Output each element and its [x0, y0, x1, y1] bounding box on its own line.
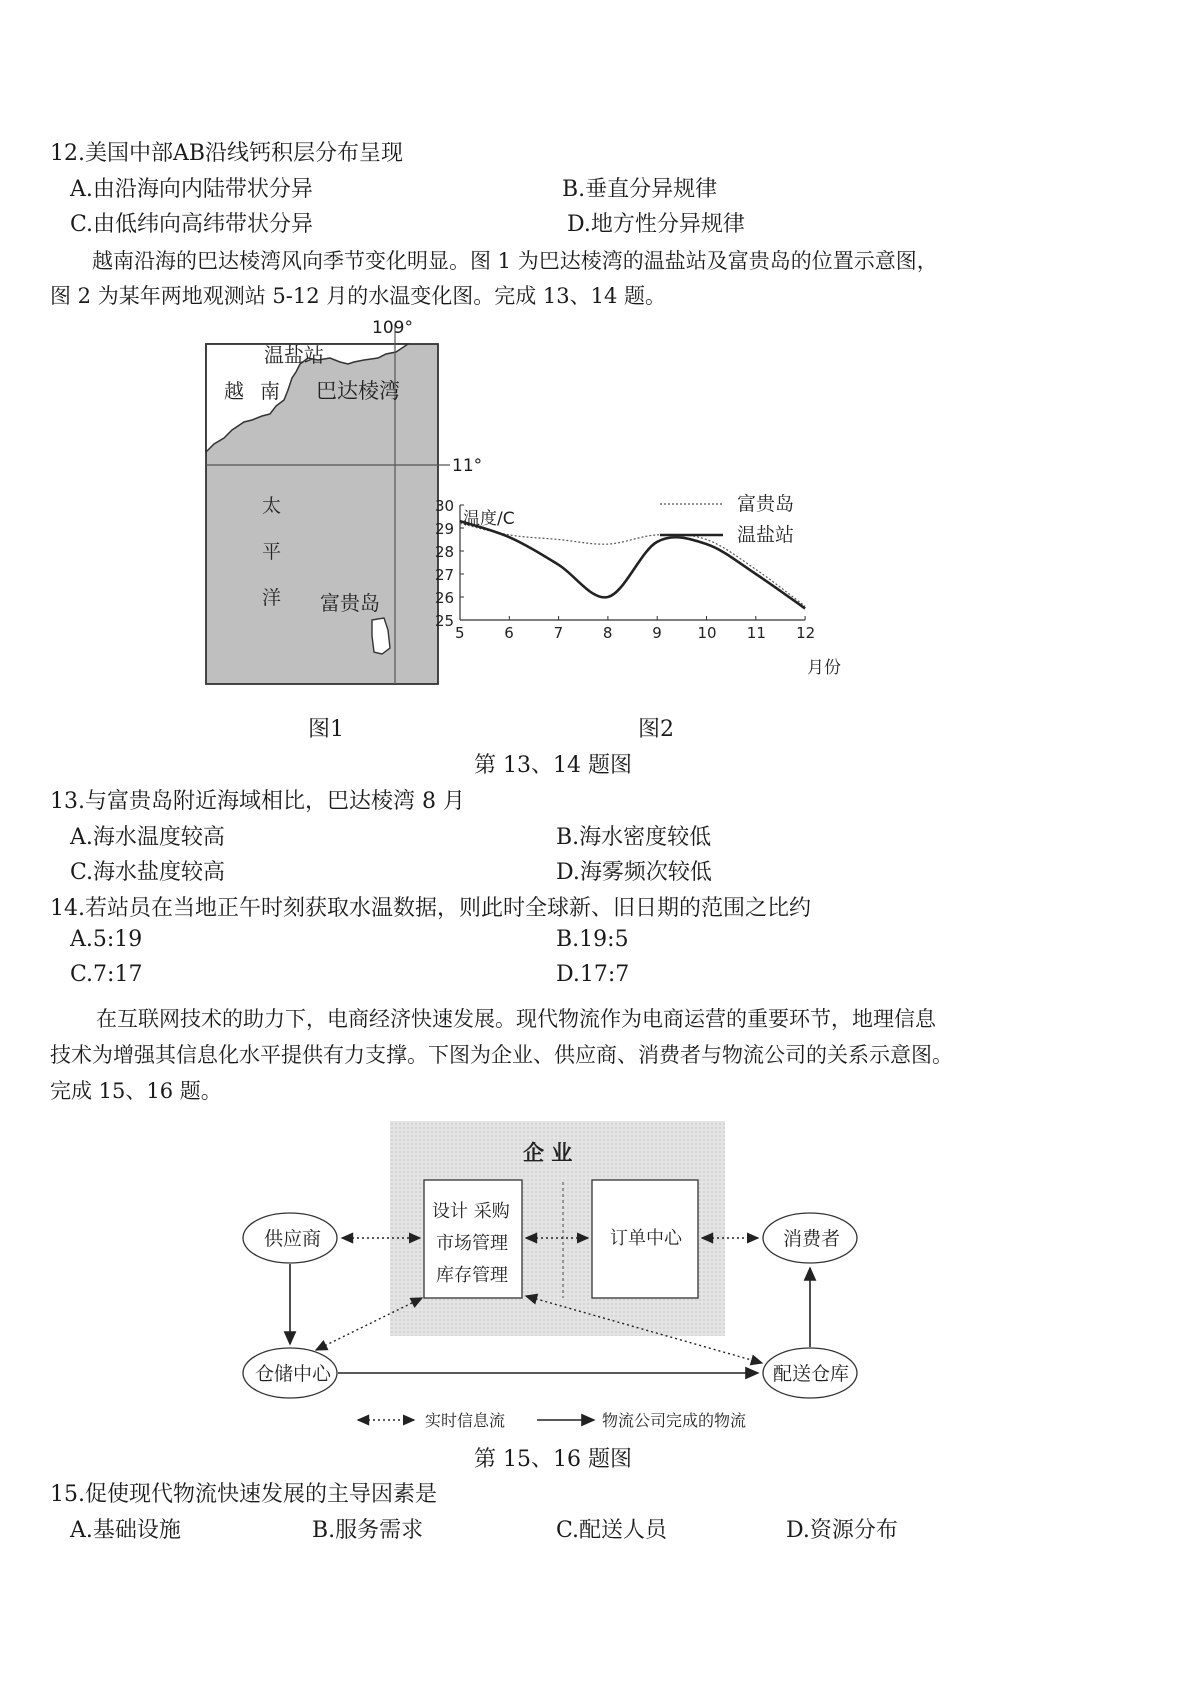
q14-option-d: D.17:7: [556, 962, 630, 987]
q15-stem: 15.促使现代物流快速发展的主导因素是: [50, 1482, 437, 1507]
chart-y-tick-label: 30: [435, 497, 455, 515]
chart-x-tick-label: 9: [652, 624, 662, 642]
warehouse-label: 仓储中心: [255, 1363, 332, 1385]
intro-15-16-line2: 技术为增强其信息化水平提供有力支撑。下图为企业、供应商、消费者与物流公司的关系示意图。: [50, 1043, 953, 1067]
q12-option-a: A.由沿海向内陆带状分异: [70, 177, 313, 202]
chart-x-tick-label: 5: [455, 624, 465, 642]
ocean-label-1: 太: [262, 495, 282, 517]
q15-option-d: D.资源分布: [786, 1518, 898, 1543]
longitude-label: 109°: [372, 318, 413, 338]
q12-stem: 12.美国中部AB沿线钙积层分布呈现: [50, 141, 404, 166]
chart-x-tick-label: 10: [697, 624, 717, 642]
q13-option-b: B.海水密度较低: [556, 825, 712, 850]
country-label-2: 南: [260, 379, 280, 403]
bay-label: 巴达棱湾: [316, 379, 400, 403]
dept-line-1: 设计 采购: [432, 1201, 510, 1222]
ocean-label-3: 洋: [262, 587, 282, 609]
intro-13-14-line1: 越南沿海的巴达棱湾风向季节变化明显。图 1 为巴达棱湾的温盐站及富贵岛的位置示意图，: [92, 249, 938, 273]
order-center-label: 订单中心: [610, 1228, 682, 1249]
ocean-label-2: 平: [262, 541, 282, 563]
fig-15-16-caption: 第 15、16 题图: [474, 1447, 632, 1472]
q12-option-b: B.垂直分异规律: [562, 177, 718, 202]
q13-option-a: A.海水温度较高: [70, 825, 225, 850]
intro-15-16-line3: 完成 15、16 题。: [50, 1079, 222, 1103]
chart-y-tick-label: 25: [435, 612, 455, 630]
consumer-label: 消费者: [783, 1228, 841, 1250]
chart-x-tick-label: 12: [796, 624, 816, 642]
chart-x-tick-label: 11: [746, 624, 766, 642]
fig2-caption: 图2: [638, 717, 674, 742]
legend-solid-label: 物流公司完成的物流: [602, 1411, 747, 1430]
q13-option-d: D.海雾频次较低: [556, 860, 712, 885]
station-label: 温盐站: [264, 343, 324, 367]
logistics-diagram: [250, 1118, 950, 1438]
latitude-label: 11°: [452, 456, 483, 476]
supplier-label: 供应商: [264, 1228, 322, 1250]
chart-x-tick-label: 8: [602, 624, 613, 642]
distribution-label: 配送仓库: [773, 1363, 850, 1385]
q14-option-c: C.7:17: [70, 962, 143, 987]
intro-13-14-line2: 图 2 为某年两地观测站 5-12 月的水温变化图。完成 13、14 题。: [50, 284, 667, 308]
legend-label-wenyanzhan: 温盐站: [737, 524, 795, 546]
dept-line-2: 市场管理: [436, 1233, 508, 1254]
fig-13-14-caption: 第 13、14 题图: [474, 753, 632, 778]
country-label-1: 越: [224, 379, 244, 403]
chart-y-tick-label: 28: [435, 543, 455, 561]
chart-x-tick-label: 6: [504, 624, 514, 642]
fig1-caption: 图1: [308, 717, 344, 742]
chart-x-tick-label: 7: [553, 624, 564, 642]
q12-option-d: D.地方性分异规律: [567, 212, 745, 237]
chart-y-tick-label: 29: [435, 520, 455, 538]
q13-option-c: C.海水盐度较高: [70, 860, 226, 885]
water-temperature-chart: [435, 490, 955, 705]
q15-option-a: A.基础设施: [70, 1518, 181, 1543]
q12-option-c: C.由低纬向高纬带状分异: [70, 212, 314, 237]
q14-option-a: A.5:19: [70, 927, 143, 952]
q15-option-c: C.配送人员: [556, 1518, 668, 1543]
legend-dashed-label: 实时信息流: [425, 1411, 506, 1430]
q14-stem: 14.若站员在当地正午时刻获取水温数据，则此时全球新、旧日期的范围之比约: [50, 896, 811, 921]
chart-y-axis-label: 温度/C: [463, 509, 515, 529]
q13-stem: 13.与富贵岛附近海域相比，巴达棱湾 8 月: [50, 789, 465, 814]
q14-option-b: B.19:5: [556, 927, 629, 952]
intro-15-16-line1: 在互联网技术的助力下，电商经济快速发展。现代物流作为电商运营的重要环节，地理信息: [96, 1007, 936, 1031]
chart-y-tick-label: 27: [435, 566, 455, 584]
q15-option-b: B.服务需求: [312, 1518, 424, 1543]
enterprise-title: 企 业: [523, 1141, 573, 1165]
dept-line-3: 库存管理: [436, 1265, 508, 1286]
island-label: 富贵岛: [320, 591, 380, 615]
chart-y-tick-label: 26: [435, 589, 455, 607]
location-map: [200, 318, 450, 698]
chart-x-axis-label: 月份: [807, 658, 841, 678]
legend-label-fuguidao: 富贵岛: [737, 493, 795, 515]
